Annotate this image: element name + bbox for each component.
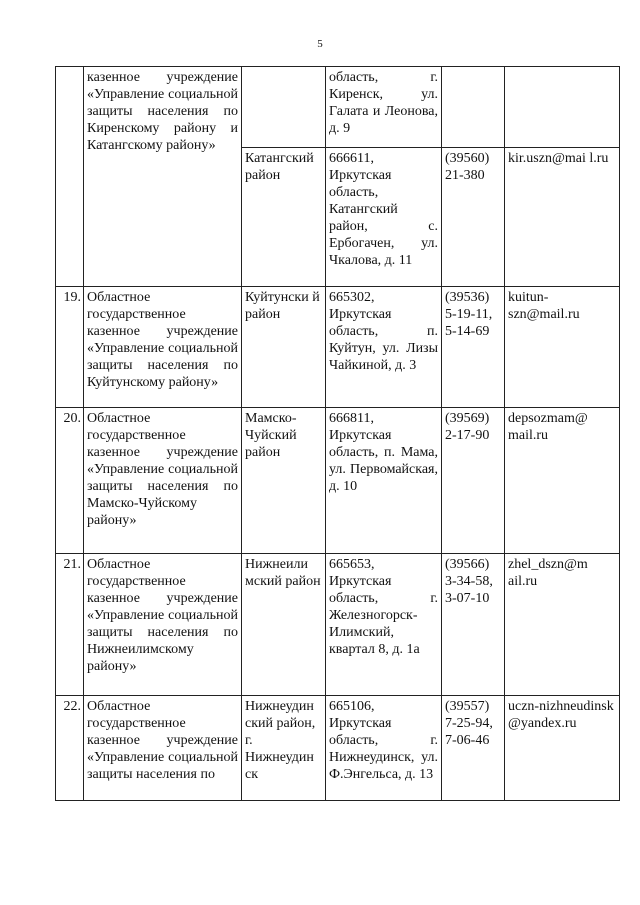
row-number bbox=[56, 67, 84, 287]
table-row bbox=[56, 287, 620, 408]
phone-cell: (39569) 2-17-90 bbox=[442, 408, 505, 554]
row-number: 20. bbox=[56, 408, 84, 554]
organization-name: Областное государственное казенное учреждение «Управление социальной защиты населения по Нижнеилимскому району» bbox=[84, 554, 242, 696]
email-link[interactable]: zhel_dszn@m ail.ru bbox=[505, 554, 620, 696]
organization-name: Областное государственное казенное учреждение «Управление социальной защиты населения по Мамско-Чуйскому району» bbox=[84, 408, 242, 554]
email-link[interactable]: kir.uszn@mai l.ru bbox=[505, 148, 620, 287]
table-row bbox=[56, 554, 620, 696]
row-number: 21. bbox=[56, 554, 84, 696]
row-number: 22. bbox=[56, 696, 84, 801]
district-cell: Нижнеили мский район bbox=[242, 554, 326, 696]
page-number: 5 bbox=[317, 38, 323, 50]
phone-cell: (39566) 3-34-58, 3-07-10 bbox=[442, 554, 505, 696]
organization-name: казенное учреждение «Управление социальной защиты населения по Киренскому району и Катангскому району» bbox=[84, 67, 242, 287]
email-link[interactable]: kuitun-szn@mail.ru bbox=[505, 287, 620, 408]
institutions-table bbox=[55, 66, 620, 801]
email-link[interactable]: uczn-nizhneudinsk @yandex.ru bbox=[505, 696, 620, 801]
district-cell: Катангский район bbox=[242, 148, 326, 287]
address-cell: 665106, Иркутская область, г. Нижнеудинск, ул. Ф.Энгельса, д. 13 bbox=[326, 696, 442, 801]
phone-cell bbox=[442, 67, 505, 148]
address-cell: область, г. Киренск, ул. Галата и Леонова, д. 9 bbox=[326, 67, 442, 148]
district-cell: Мамско-Чуйский район bbox=[242, 408, 326, 554]
organization-name: Областное государственное казенное учреждение «Управление социальной защиты населения по Куйтунскому району» bbox=[84, 287, 242, 408]
email-link[interactable]: depsozmam@ mail.ru bbox=[505, 408, 620, 554]
row-number: 19. bbox=[56, 287, 84, 408]
table-row bbox=[56, 408, 620, 554]
organization-name: Областное государственное казенное учреждение «Управление социальной защиты населения по bbox=[84, 696, 242, 801]
district-cell: Нижнеудин ский район, г. Нижнеудин ск bbox=[242, 696, 326, 801]
phone-cell: (39560) 21-380 bbox=[442, 148, 505, 287]
district-cell bbox=[242, 67, 326, 148]
district-cell: Куйтунски й район bbox=[242, 287, 326, 408]
table-row bbox=[56, 67, 620, 148]
address-cell: 665653, Иркутская область, г. Железногорск-Илимский, квартал 8, д. 1а bbox=[326, 554, 442, 696]
table-row bbox=[56, 696, 620, 801]
address-cell: 666811, Иркутская область, п. Мама, ул. Первомайская, д. 10 bbox=[326, 408, 442, 554]
phone-cell: (39536) 5-19-11, 5-14-69 bbox=[442, 287, 505, 408]
phone-cell: (39557) 7-25-94, 7-06-46 bbox=[442, 696, 505, 801]
email-cell bbox=[505, 67, 620, 148]
address-cell: 665302, Иркутская область, п. Куйтун, ул. Лизы Чайкиной, д. 3 bbox=[326, 287, 442, 408]
address-cell: 666611, Иркутская область, Катангский район, с. Ербогачен, ул. Чкалова, д. 11 bbox=[326, 148, 442, 287]
